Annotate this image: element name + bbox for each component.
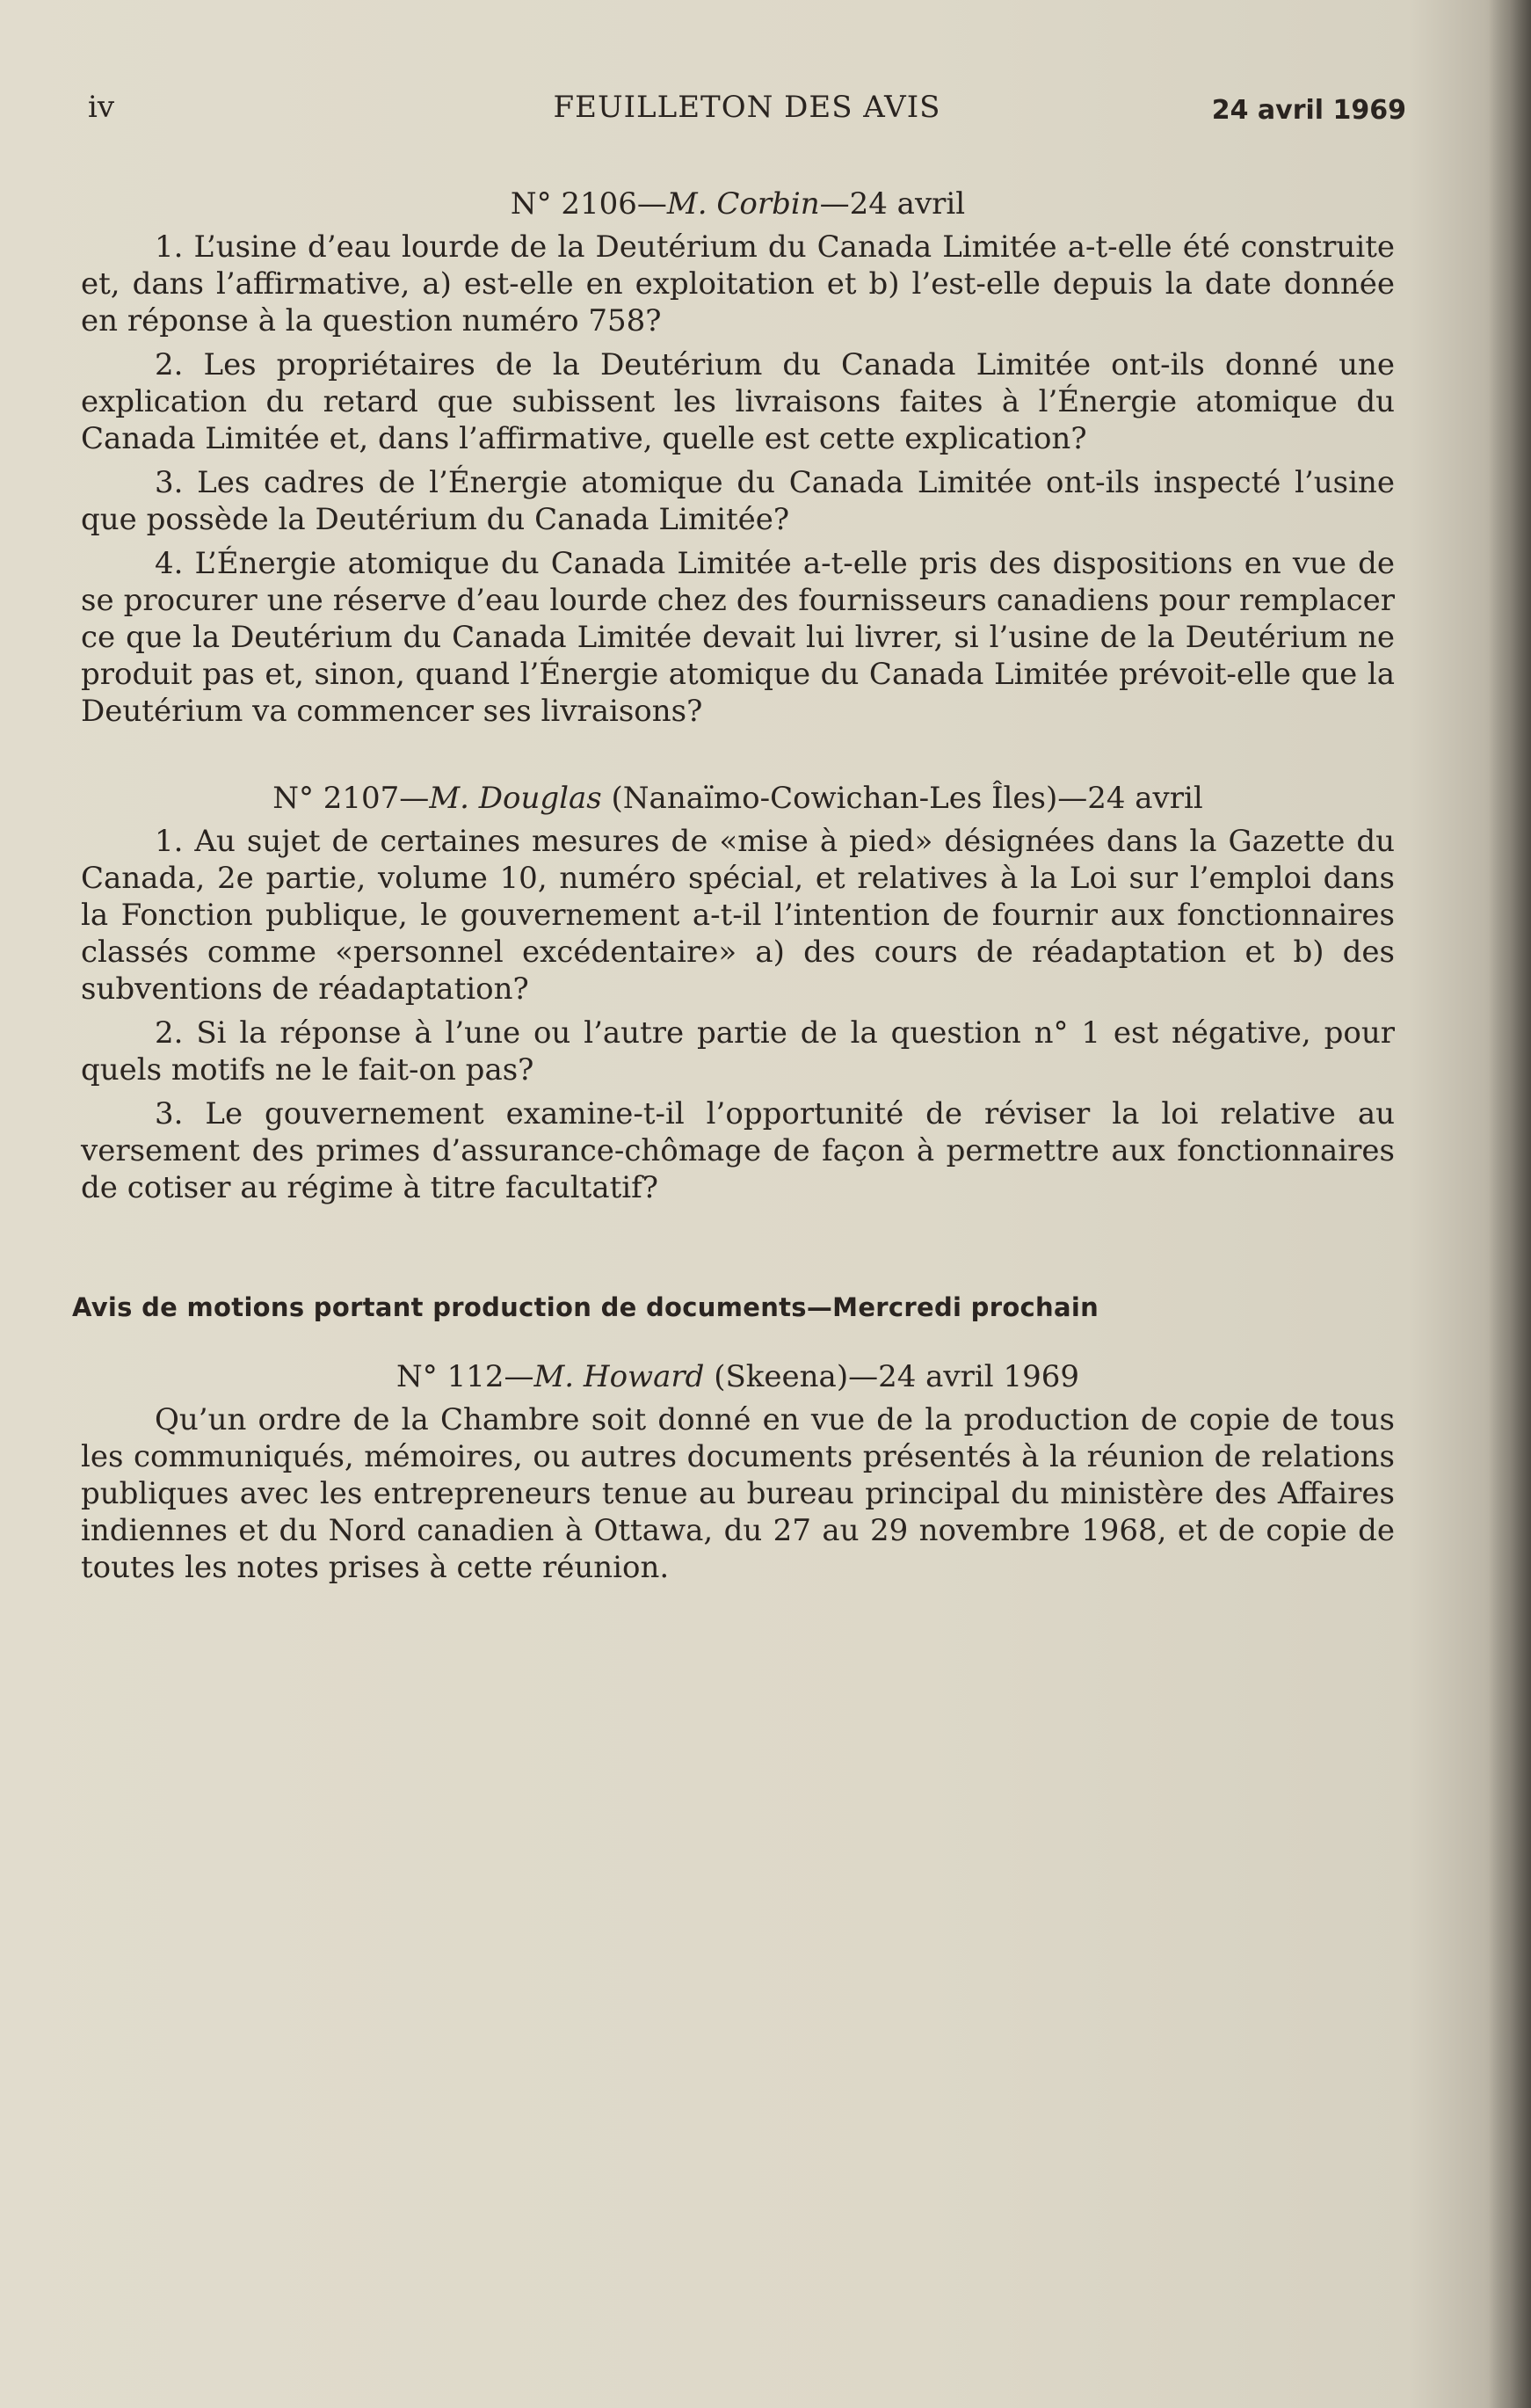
section-heading: Avis de motions portant production de documents—Mercredi prochain [72,1292,1099,1322]
question-paragraph: 3. Le gouvernement examine-t-il l’opportunité de réviser la loi relative au versement des primes d’assurance-chômage de façon à permettre aux fonctionnaires de cotiser au régime à titre facultatif? [81,1096,1395,1205]
question-heading [81,185,1395,223]
running-title: FEUILLETON DES AVIS [553,90,941,125]
motion-number: N° 112— [396,1359,534,1394]
page-binding-shadow [1489,0,1531,2408]
question-paragraph: 1. Au sujet de certaines mesures de «mise à pied» désignées dans la Gazette du Canada, 2e partie, volume 10, numéro spécial, et relatives à la Loi sur l’emploi dans la Fonction publique, le gouvernement a-t-il l’intention de fournir aux fonctionnaires classés comme «personnel excédentaire» a) des cours de réadaptation et b) des subventions de réadaptation? [81,824,1395,1007]
motion-heading [81,1357,1395,1396]
question-paragraph: 2. Si la réponse à l’une ou l’autre partie de la question n° 1 est négative, pour quels motifs ne le fait-on pas? [81,1015,1395,1088]
question-paragraph: 2. Les propriétaires de la Deutérium du Canada Limitée ont-ils donné une explication du retard que subissent les livraisons faites à l’Énergie atomique du Canada Limitée et, dans l’affirmative, quelle est cette explication? [81,347,1395,456]
header-date: 24 avril 1969 [1211,95,1406,126]
riding-and-date: (Nanaïmo-Cowichan-Les Îles)—24 avril [601,781,1203,816]
member-name: M. Douglas [429,781,602,816]
page-header [88,90,1406,142]
page-body [72,185,1395,1593]
member-name: M. Corbin [666,186,820,222]
question-2107 [81,779,1395,1206]
question-date: —24 avril [819,186,966,222]
question-number: N° 2107— [272,781,430,816]
question-2106 [81,185,1395,730]
question-paragraph: 1. L’usine d’eau lourde de la Deutérium du Canada Limitée a-t-elle été construite et, dans l’affirmative, a) est-elle en exploitation et b) l’est-elle depuis la date donnée en réponse à la question numéro 758? [81,229,1395,338]
page-number: iv [88,90,115,125]
question-heading [81,779,1395,818]
motion-112 [81,1357,1395,1586]
question-paragraph: 3. Les cadres de l’Énergie atomique du Canada Limitée ont-ils inspecté l’usine que possède la Deutérium du Canada Limitée? [81,465,1395,537]
question-paragraph: 4. L’Énergie atomique du Canada Limitée a-t-elle pris des dispositions en vue de se procurer une réserve d’eau lourde chez des fournisseurs canadiens pour remplacer ce que la Deutérium du Canada Limitée devait lui livrer, si l’usine de la Deutérium ne produit pas et, sinon, quand l’Énergie atomique du Canada Limitée prévoit-elle que la Deutérium va commencer ses livraisons? [81,546,1395,729]
question-number: N° 2106— [510,186,667,222]
motion-paragraph: Qu’un ordre de la Chambre soit donné en vue de la production de copie de tous les communiqués, mémoires, ou autres documents présentés à la réunion de relations publiques avec les entrepreneurs tenue au bureau principal du ministère des Affaires indiennes et du Nord canadien à Ottawa, du 27 au 29 novembre 1968, et de copie de toutes les notes prises à cette réunion. [81,1402,1395,1585]
riding-and-date: (Skeena)—24 avril 1969 [704,1359,1079,1394]
member-name: M. Howard [533,1359,705,1394]
